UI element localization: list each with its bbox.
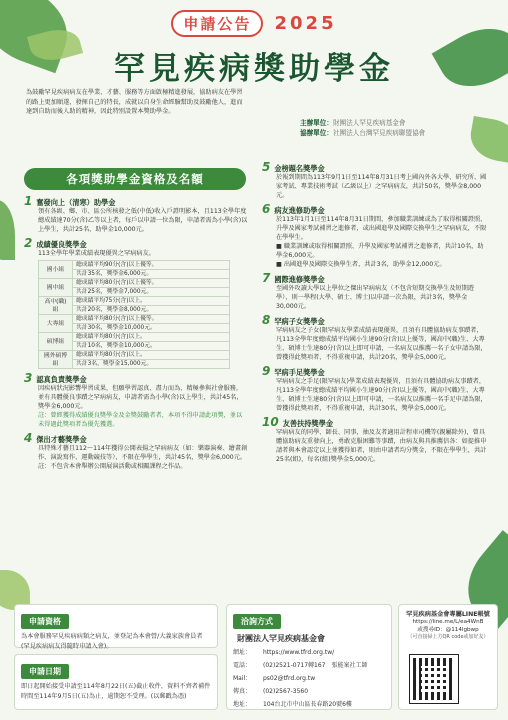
contact-line <box>233 672 385 685</box>
item-name: 病友進修助學金 <box>274 206 325 215</box>
line-id: 或搜尋ID：@114lgbwp <box>417 627 479 633</box>
contact-value[interactable]: 104台北市中山區長春路20號6樓 <box>263 701 352 708</box>
contact-line <box>233 685 385 698</box>
item-name: 成績優良獎學金 <box>36 240 87 249</box>
item-number: 9 <box>262 364 271 378</box>
apply-qualification-text: 為本會服務罕見疾病病類之病友，並登記為本會營/大義家族會員者(罕見疾病病友得隨時申請入會)。 <box>21 633 203 650</box>
item-text: 於113年1月1日至114年8月31日期間，參加職業訓練或為了取得相關證照、升學及國家考試補習之進修者，或出國進學及國際交換學生之罕病病友，不限在學學生。 <box>276 216 487 241</box>
contact-line <box>233 698 385 711</box>
list-item <box>262 160 488 200</box>
item-number: 4 <box>24 431 33 445</box>
grade-cell: 總成績平均80分(含)以上。 <box>73 333 230 342</box>
contact-head: 洽詢方式 <box>233 614 281 629</box>
item-name: 認真負責獎學金 <box>36 375 87 384</box>
host-label: 主辦單位： <box>300 119 333 127</box>
item-name: 友善扶持獎學金 <box>282 419 334 428</box>
host-value: 財團法人罕見疾病基金會 <box>332 119 406 127</box>
table-row <box>39 279 230 288</box>
item-text: 罕病病友之手足(限罕病友)學業成績表現優異，且須有具體協助病友事蹟者，凡113全學年度總成績平均國小生達90分(含)以上優等，國高中(職)生、大專生、碩博士生達80分(含)以上即可申請，一名病友以推薦一名手足申請為限，曾獲得此獎項者，不得重複申請，共計30名，獎學金5,000元。 <box>276 378 487 412</box>
grade-cell: 總成績平均80分(含)以上優等。 <box>73 315 230 324</box>
item-name: 罕病手足獎學金 <box>274 368 325 377</box>
grade-cell: 共計3名，獎學金15,000元。 <box>73 360 230 369</box>
page-title: 罕見疾病獎助學金 <box>114 51 394 87</box>
item-number: 3 <box>24 371 33 385</box>
grade-name: 國小組 <box>39 261 73 279</box>
grade-cell: 共計30名，獎學金10,000元。 <box>73 324 230 333</box>
announce-badge: 申請公告 <box>171 10 263 37</box>
item-bullet: ■ 職業訓練或取得相關證照、升學及國家考試補習之進修者，共計10名，助學金6,000元。 <box>276 243 484 259</box>
grade-name: 碩博組 <box>39 333 73 351</box>
list-item <box>24 194 248 234</box>
apply-date-text: 即日起開始接受申請至114年8月22日(五)截止收件，資料不齊者補件時間至114年9月5日(五)為止，逾期恕不受理。(以郵戳為憑) <box>21 683 211 700</box>
grade-cell: 共計10名，獎學金10,000元。 <box>73 342 230 351</box>
item-number: 10 <box>262 415 279 429</box>
table-row <box>39 351 230 360</box>
item-number: 5 <box>262 160 271 174</box>
intro-paragraph: 為鼓勵罕見疾病病友在學業、才藝、服務等方面啟極精進發展，協助病友在學習的路上更加順遂，發揮自己的特長，成就以自身生命經驗幫助及鼓勵他人，進而達到自助而後人助的精神，因此特別設置本獎助學金。 <box>26 89 243 116</box>
table-row <box>39 315 230 324</box>
grade-cell: 總成績平均80分(含)以上優等。 <box>73 279 230 288</box>
coop-value: 社團法人台灣罕見疾病聯盟協會 <box>332 129 426 137</box>
contact-value[interactable]: (02)2521-0717轉167 張能案社工師 <box>263 662 368 669</box>
bullet-text: 出國進學及國際交換學生者，共計3名，助學金12,000元。 <box>283 261 446 268</box>
contact-line <box>233 659 385 672</box>
bullet-text: 職業訓練或取得相關證照、升學及國家考試補習之進修者，共計10名，助學金6,000元。 <box>276 243 484 259</box>
table-row <box>39 297 230 306</box>
contact-line <box>233 646 385 659</box>
year: 2025 <box>274 13 337 34</box>
grade-cell: 共計25名，獎學金7,000元。 <box>73 288 230 297</box>
item-name: 傑出才藝獎學金 <box>36 435 87 444</box>
contact-key: 傳真： <box>233 688 252 695</box>
list-item <box>262 364 488 413</box>
list-item <box>262 271 488 311</box>
grade-name: 高中(職)組 <box>39 297 73 315</box>
item-number: 2 <box>24 236 33 250</box>
grade-name: 大專組 <box>39 315 73 333</box>
list-item <box>24 371 248 429</box>
item-text: 113全學年學業成績表現優異之罕病病友。 <box>38 250 155 257</box>
list-item <box>24 236 248 369</box>
contact-value[interactable]: https://www.tfrd.org.tw/ <box>263 649 335 656</box>
leaf-decoration <box>0 200 15 260</box>
item-text: 至國外攻讀大學以上學位之傑出罕病病友（不包含短期交換學生及短期遊學），則一學程(大學、碩士、博士)以申請一次為限，共計3名，獎學金30,000元。 <box>276 285 474 310</box>
contact-key: 網址： <box>233 649 252 656</box>
section-title: 各項獎助學金資格及名額 <box>24 168 246 190</box>
item-text: 因疾病狀況影響學習成果，但願學習認真、盡力而為、精極參與社會服務，並有具體優良事蹟之罕病病友，申請者需為小學(含)以上學生，共計45名，獎學金6,000元。 <box>38 385 243 410</box>
grade-cell: 總成績平均80分(含)以上。 <box>73 351 230 360</box>
item-text: 罕病病友之子女(限罕病友學業成績表現優異，且須有具體協助病友事蹟者，凡113全學年度總成績平均國小生達90分(含)以上優等，國高中(職)生、大專生、碩博士生達80分(含)以上即可申請，一名病友以推薦一名子女申請為限，曾獲得此獎項者，不得重複申請，共計20名，獎學金5,000元。 <box>276 327 487 361</box>
contact-box <box>226 604 392 710</box>
contact-value[interactable]: ps02@tfrd.org.tw <box>263 675 316 682</box>
item-note: 註：曾經獲得成績優良獎學金及金獎鼓勵者者，本項不得申請此項獎，並以未得過此獎項者為優先獲選。 <box>38 412 243 428</box>
table-row <box>39 261 230 270</box>
organizers <box>300 118 500 138</box>
list-item <box>262 202 488 269</box>
list-item <box>24 431 248 471</box>
grade-name: 國外碩博組 <box>39 351 73 369</box>
item-name: 奮發向上（清寒）助學金 <box>36 198 116 207</box>
item-text: 具特殊才藝且112～114年獲得公開表揚之罕病病友（如：樂器演奏、繪畫創作、演說寫作、運動競技等），不限在學學生，共計45名，獎學金6,000元。 <box>38 445 248 461</box>
item-text: 於報到期間為113年9月1日至114年8月31日考上國內外各大學、研究所、國家考試、專業技術考試（乙級以上）之罕病病友，共計50名，獎學金8,000元。 <box>276 174 487 199</box>
line-note: （可直接掃上方QR code或加好友） <box>407 634 489 640</box>
grade-cell: 總成績平均90分(含)以上優等。 <box>73 261 230 270</box>
contact-org-name: 財團法人罕見疾病基金會 <box>237 634 325 643</box>
header <box>0 10 508 88</box>
contact-key: 地址： <box>233 701 252 708</box>
apply-qualification-head: 申請資格 <box>21 614 69 629</box>
apply-qualification-box <box>14 604 218 648</box>
item-text: 領有各級、鄉、市、區公所核發之低(中低)收入戶證明影本，且113全學年度總成績達70分(含)乙等以上者，每戶以申請一位為限，申請者需為小學(含)以上學生，共計25名，助學金10,000元。 <box>38 208 248 233</box>
item-note: 註：不包含本會舉辦公開展演活動或相關課程之作品。 <box>38 463 187 470</box>
apply-date-head: 申請日期 <box>21 664 69 679</box>
coop-label: 協辦單位： <box>300 129 333 137</box>
item-number: 6 <box>262 202 271 216</box>
list-item <box>262 313 488 362</box>
right-column <box>262 158 488 464</box>
qr-code-icon[interactable] <box>410 655 458 703</box>
contact-key: Mail： <box>233 675 252 682</box>
grade-name: 國中組 <box>39 279 73 297</box>
grade-cell: 共計20名，獎學金8,000元。 <box>73 306 230 315</box>
item-name: 金榜題名獎學金 <box>274 164 325 173</box>
item-bullet: ■ 出國進學及國際交換學生者，共計3名，助學金12,000元。 <box>276 261 446 268</box>
grade-cell: 共計35名，獎學金6,000元。 <box>73 270 230 279</box>
contact-value[interactable]: (02)2567-3560 <box>263 688 309 695</box>
item-number: 7 <box>262 271 271 285</box>
left-column <box>24 192 248 471</box>
list-item <box>262 415 488 464</box>
item-number: 1 <box>24 194 33 208</box>
contact-key: 電話： <box>233 662 252 669</box>
grade-table <box>38 260 230 369</box>
line-url[interactable]: https://line.me/L/ea4WnB <box>412 619 484 625</box>
item-number: 8 <box>262 313 271 327</box>
item-name: 國際進修獎學金 <box>274 275 325 284</box>
item-text: 罕病病友的同學、師長、同事，抽及友者適用計程車司機等(親屬除外)，曾具體協助病友重發向上，勇敢克服困難等事蹟，由病友與具推薦信各：如提推申請者與本會認定以上並獲得如者，則由申請者均分獎金，不限在學學生，共計25名(組)，每名(組)獎學金5,000元。 <box>276 429 487 463</box>
line-title: 罕見疾病基金會專屬LINE帳號 <box>406 611 490 618</box>
item-name: 罕病子女獎學金 <box>274 317 325 326</box>
grade-cell: 總成績平均75分(含)以上。 <box>73 297 230 306</box>
table-row <box>39 333 230 342</box>
apply-date-box <box>14 654 218 710</box>
